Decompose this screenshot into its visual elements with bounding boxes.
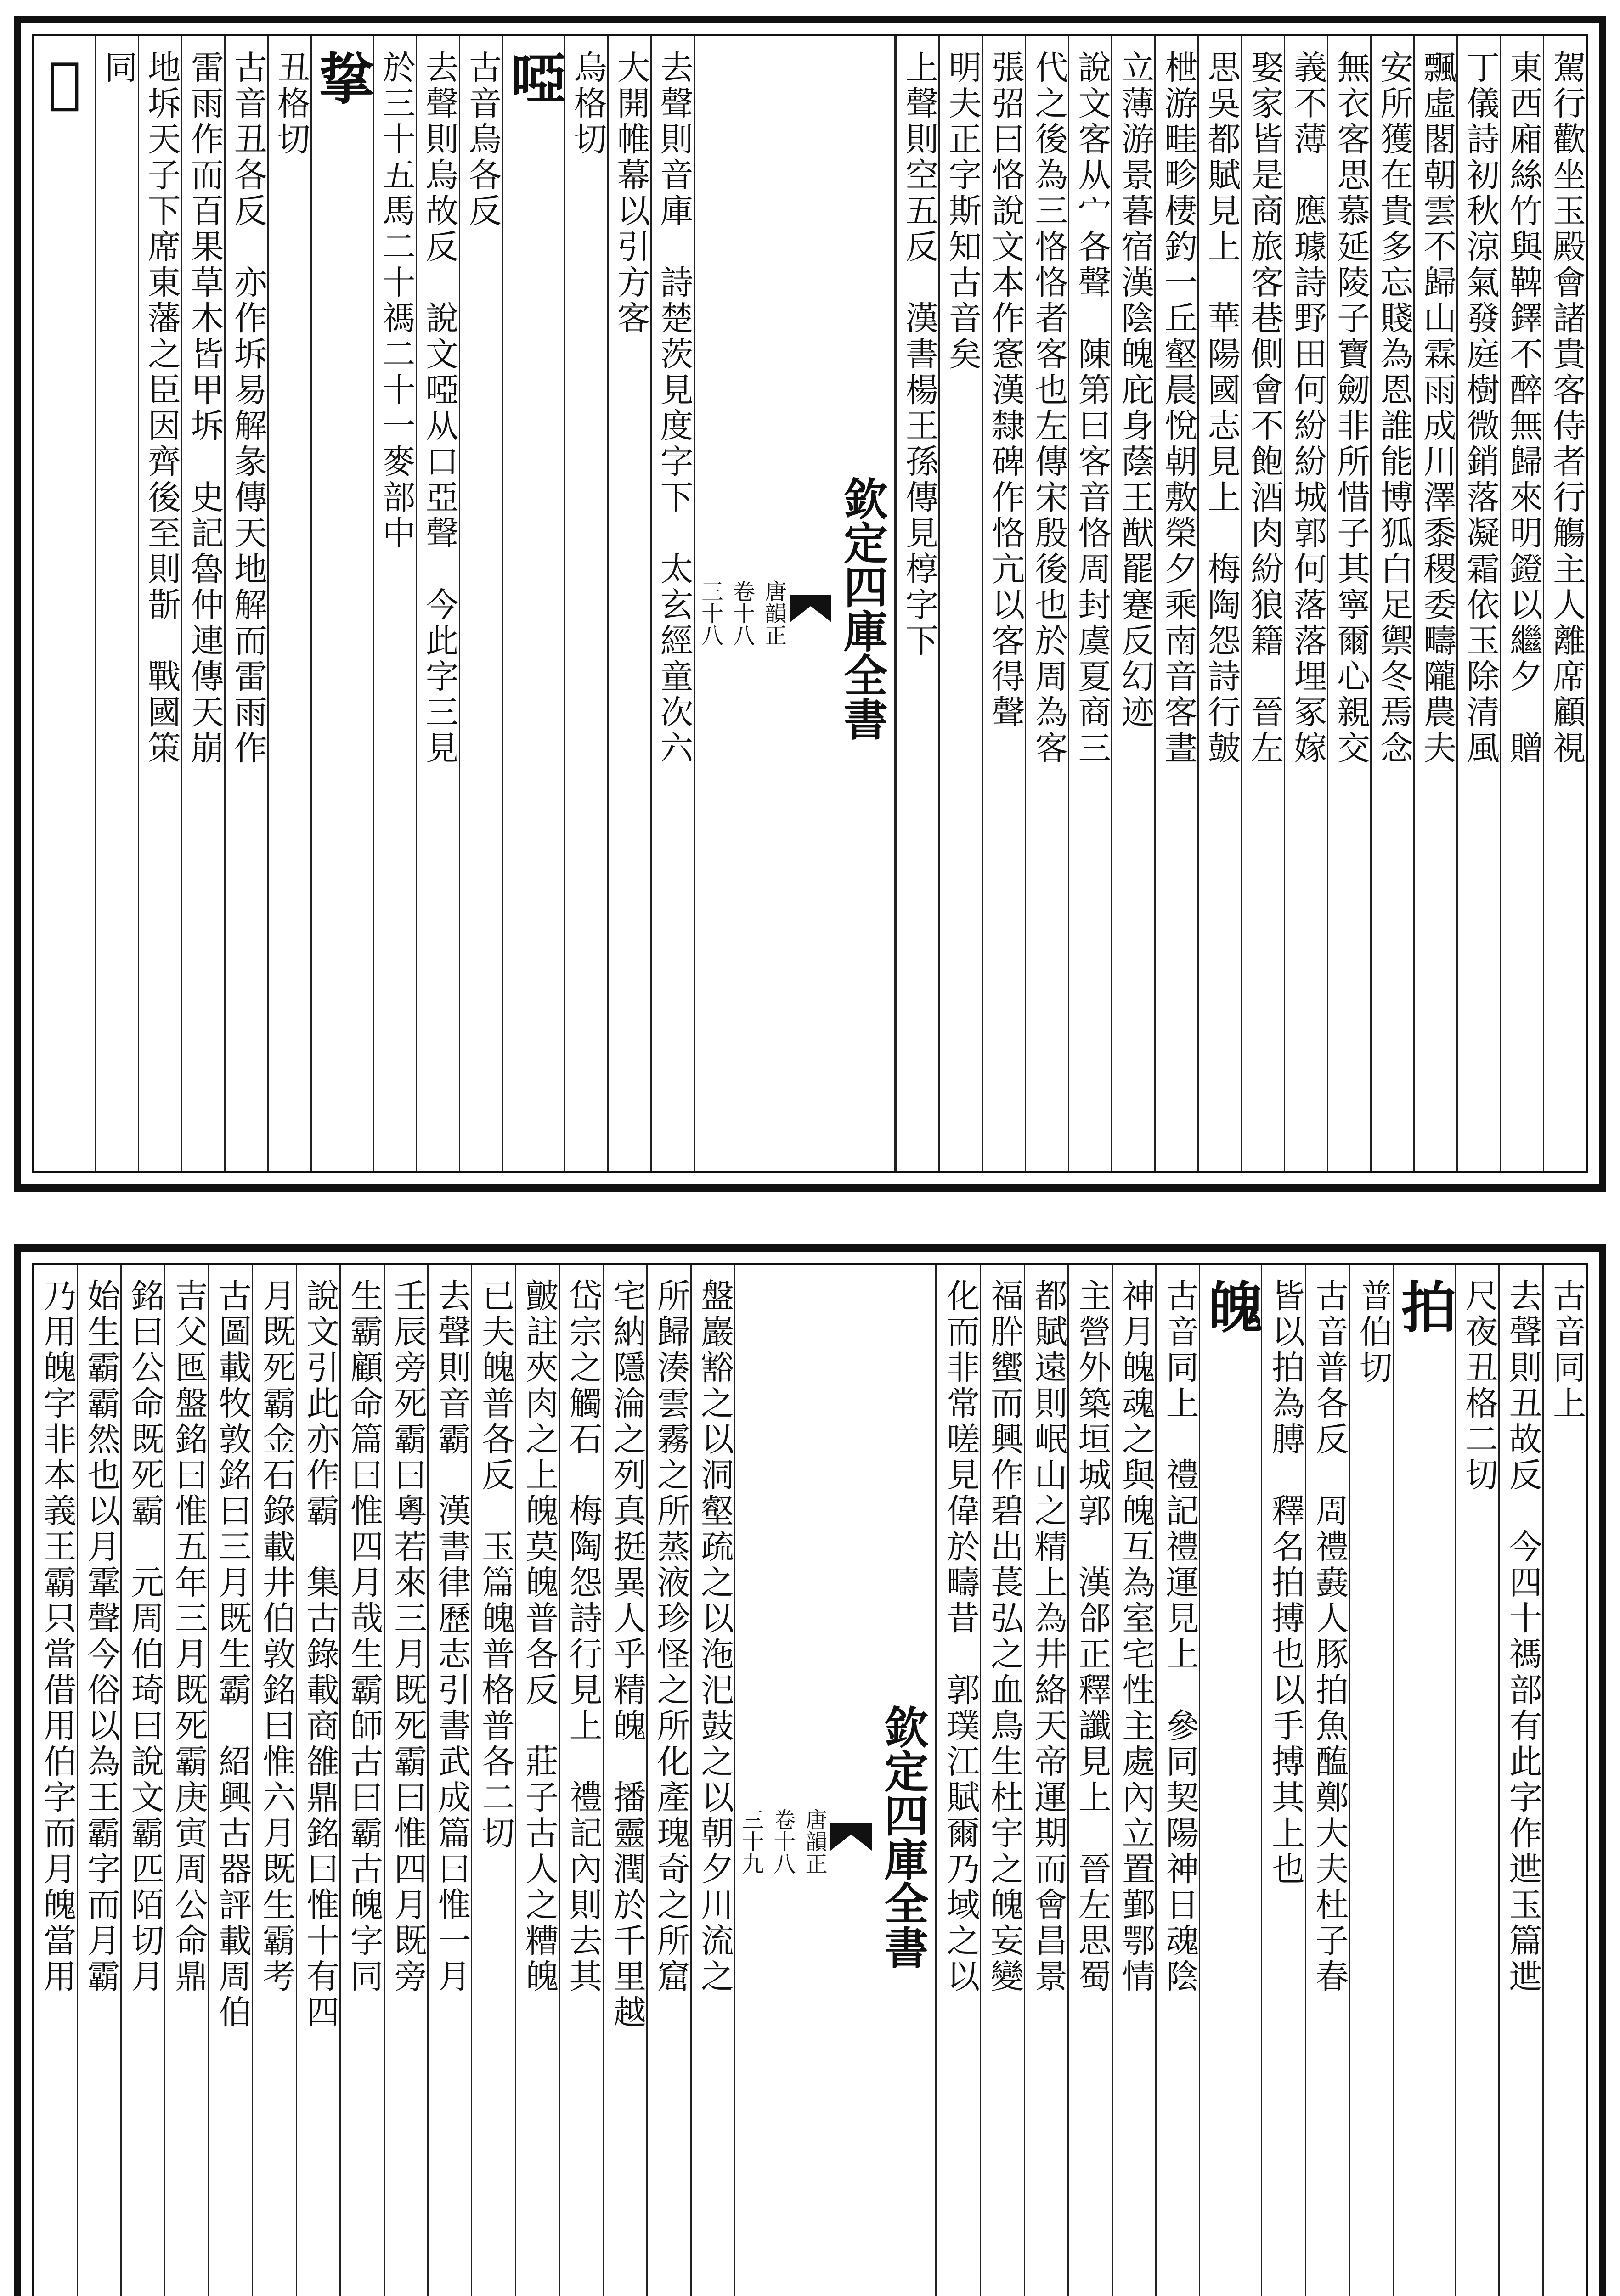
text-column: 明夫正字斯知古音矣 [938,36,982,1171]
center-title-column [694,36,896,1171]
text-column: 化而非常嗟見偉於疇昔 郭璞江賦爾乃域之以 [936,1265,980,2296]
text-column: 思吳都賦見上 華陽國志見上 梅陶怨詩行皷 [1197,36,1241,1171]
text-column: 於三十五馬二十禡二十一麥部中 [373,36,416,1171]
text-column: 去聲則烏故反 說文啞从口亞聲 今此字三見 [416,36,459,1171]
text-column: 枻游畦畛棲釣一丘壑晨悅朝敷榮夕乘南音客晝 [1154,36,1197,1171]
headword: 拍 [1393,1265,1455,2296]
text-column: 尺夜丑格二切 [1455,1265,1498,2296]
text-column: 飄虛閣朝雲不歸山霖雨成川澤黍稷委疇隴農夫 [1413,36,1456,1171]
text-column: 同 [95,36,138,1171]
text-column: 皆以拍為膊 釋名拍搏也以手搏其上也 [1261,1265,1304,2296]
text-column: 上聲則空五反 漢書楊王孫傳見椁字下 [896,36,939,1171]
text-column: 月既死霸金石錄載井伯敦銘曰惟六月既生霸考 [252,1265,295,2296]
text-column: 去聲則音庫 詩楚茨見度字下 太玄經童次六 [650,36,694,1171]
text-column: 去聲則丑故反 今四十禡部有此字作迣玉篇迣 [1498,1265,1542,2296]
text-column: 張弨曰恪說文本作愙漢隸碑作恪亢以客得聲 [982,36,1025,1171]
text-column: 神月魄魂之與魄互為室宅性主處內立置鄞鄂情 [1112,1265,1155,2296]
text-column: 丁儀詩初秋涼氣發庭樹微銷落凝霜依玉除清風 [1456,36,1500,1171]
text-column: 吉父匜盤銘曰惟五年三月既死霸庚寅周公命鼎 [164,1265,208,2296]
text-column: 盤巖豁之以洞壑疏之以沲汜鼓之以朝夕川流之 [690,1265,734,2296]
text-column: 雷雨作而百果草木皆甲坼 史記魯仲連傳天崩 [181,36,224,1171]
text-column: 烏格切 [564,36,607,1171]
text-column: 古音丑各反 亦作坼易解彖傳天地解而雷雨作 [224,36,267,1171]
text-column: 皽註夾肉之上魄莫魄普各反 莊子古人之糟魄 [515,1265,559,2296]
text-column: 始生霸霸然也以月䨣聲今俗以為王霸字而月霸 [77,1265,120,2296]
text-column: 所歸湊雲霧之所蒸液珍怪之所化產瑰奇之所窟 [646,1265,690,2296]
text-column: 福肸蠁而興作碧出萇弘之血鳥生杜宇之魄妄變 [980,1265,1023,2296]
text-columns [34,1265,1586,2296]
text-column: 古音同上 禮記禮運見上 參同契陽神日魂陰 [1155,1265,1199,2296]
text-column: 駕行歡坐玉殿會諸貴客侍者行觴主人離席顧視 [1543,36,1586,1171]
center-title-column [734,1265,936,2296]
text-column: 地坼天子下席東藩之臣因齊後至則斮 戰國策 [138,36,181,1171]
text-column: 去聲則音霸 漢書律歷志引書武成篇曰惟一月 [427,1265,471,2296]
fish-tail-mark-icon [830,1823,872,1851]
book-subtitle: 唐韻正 [801,1808,827,1874]
text-column: 普伯切 [1349,1265,1392,2296]
upper-page [14,16,1606,1192]
fish-tail-mark-icon [790,595,831,622]
text-column: 娶家皆是商旅客巷側會不飽酒肉紛狼籍 晉左 [1241,36,1284,1171]
text-column: 銘曰公命既死霸 元周伯琦曰說文霸匹陌切月 [120,1265,164,2296]
text-column: 無衣客思慕延陵子寶劒非所惜子其寧爾心親交 [1327,36,1370,1171]
book-title: 欽定四庫全書 [836,476,889,741]
folio-number: 三十九 [738,1808,764,1874]
book-title: 欽定四庫全書 [877,1705,929,1969]
text-column: 都賦遠則岷山之精上為井絡天帝運期而會昌景 [1024,1265,1067,2296]
headword: 㧳 [310,36,373,1171]
text-column: 古圖載牧敦銘曰三月既生霸 紹興古器評載周伯 [208,1265,252,2296]
text-column: 立薄游景暮宿漢陰魄庇身蔭王猷罷蹇反幻迹 [1111,36,1154,1171]
text-column: 古音同上 [1542,1265,1586,2296]
lower-page [14,1244,1606,2296]
text-column: 說文引此亦作霸 集古錄載商雒鼎銘曰惟十有四 [296,1265,339,2296]
text-column: 主營外築垣城郭 漢郃正釋讖見上 晉左思蜀 [1067,1265,1111,2296]
text-column: 安所獲在貴多忘賤為恩誰能博狐白足禦冬焉念 [1370,36,1413,1171]
text-column: 乃用魄字非本義王霸只當借用伯字而月魄當用 [38,1278,77,1995]
text-column: 說文客从宀各聲 陳第曰客音恪周封虞夏商三 [1068,36,1111,1171]
text-column: 古音普各反 周禮鼖人豚拍魚醢鄭大夫杜子春 [1305,1265,1349,2296]
headword: 魄 [1199,1265,1261,2296]
folio-number: 三十八 [697,580,723,646]
text-column: 東西廂絲竹與鞞鐸不醉無歸來明鐙以繼夕 贈 [1500,36,1543,1171]
text-columns [34,36,1586,1171]
text-column: 大開帷幕以引方客 [607,36,650,1171]
text-column: 古音烏各反 [459,36,502,1171]
volume-label: 卷十八 [769,1808,796,1874]
book-subtitle: 唐韻正 [761,580,787,646]
headword: 𨀵 [32,50,97,115]
text-column: 義不薄 應璩詩野田何紛紛城郭何落落埋冢嫁 [1284,36,1327,1171]
volume-label: 卷十八 [729,580,755,646]
text-column: 壬辰旁死霸曰粵若來三月既死霸曰惟四月既旁 [384,1265,427,2296]
text-column: 已夫魄普各反 玉篇魄普格普各二切 [471,1265,514,2296]
text-column: 丑格切 [267,36,310,1171]
text-column: 代之後為三恪恪者客也左傳宋殷後也於周為客 [1025,36,1068,1171]
text-column: 岱宗之觸石 梅陶怨詩行見上 禮記內則去其 [559,1265,602,2296]
text-column: 生霸顧命篇曰惟四月哉生霸師古曰霸古魄字同 [339,1265,383,2296]
text-column: 宅納隱淪之列真挺異人乎精魄 播靈潤於千里越 [603,1265,646,2296]
headword: 啞 [502,36,564,1171]
